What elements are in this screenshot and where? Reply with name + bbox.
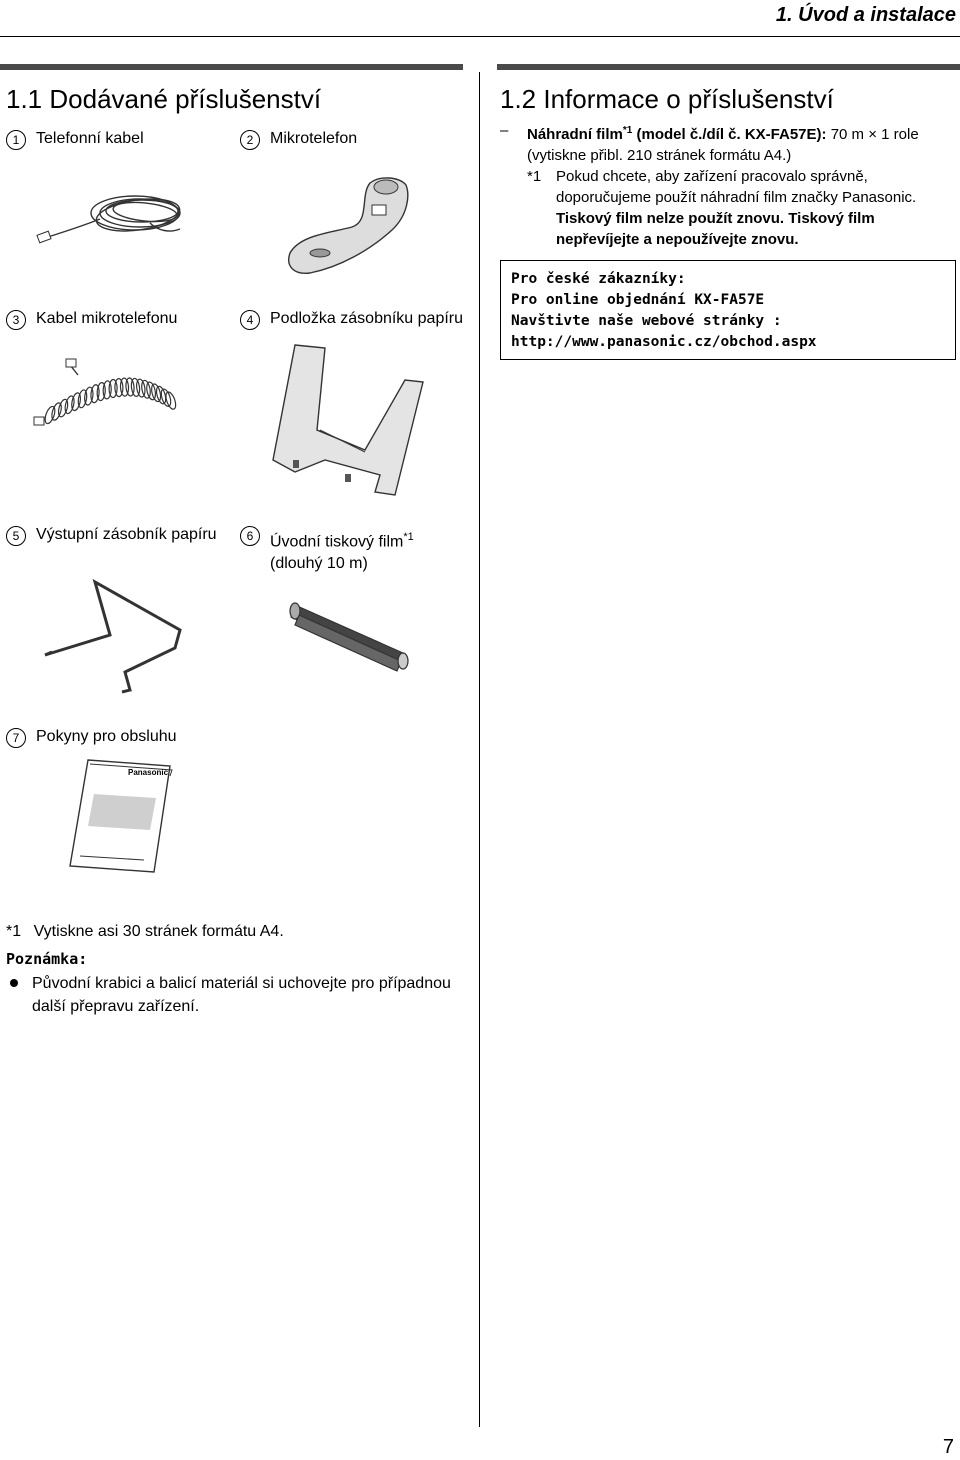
coil-loop	[43, 405, 57, 425]
item-number: 2	[240, 130, 260, 150]
footnote-mark: *1	[6, 923, 22, 940]
item-handset-cord	[6, 310, 177, 330]
item-number: 1	[6, 130, 26, 150]
note-title: Poznámka:	[6, 950, 88, 968]
coil-loop	[57, 398, 70, 418]
fn-line2: doporučujeme použít náhradní film značky Panasonic.	[556, 189, 917, 206]
booklet-brand: Panasonic	[128, 768, 169, 777]
section-title-accessory-info: 1.2 Informace o příslušenství	[500, 84, 834, 114]
film-model: (model č./díl č. KX-FA57E):	[636, 126, 827, 143]
fn-warning1: Tiskový film nelze použít znovu. Tiskový film	[556, 210, 875, 227]
item-label: Výstupní zásobník papíru	[36, 526, 217, 543]
coil-loop	[77, 389, 88, 408]
box-line: Pro online objednání KX-FA57E	[511, 292, 765, 308]
fn-mark: *1	[527, 168, 542, 185]
right-section-bar	[497, 64, 960, 70]
film-footnote-ref: *1	[622, 125, 633, 136]
ink-film-image	[285, 595, 415, 675]
note-bullet	[6, 972, 461, 1018]
item-label: Úvodní tiskový film	[270, 533, 404, 551]
item-starter-ink-film	[240, 526, 414, 575]
item-number: 7	[6, 728, 26, 748]
item-number: 4	[240, 310, 260, 330]
column-divider	[479, 72, 480, 1427]
item-label: Telefonní kabel	[36, 130, 144, 147]
czech-customers-box	[500, 260, 956, 360]
coil-loop	[64, 395, 76, 414]
fn-line1: Pokud chcete, aby zařízení pracovalo správně,	[556, 168, 868, 185]
replacement-film-info	[500, 120, 956, 250]
page-number: 7	[942, 1436, 954, 1458]
item-label: Pokyny pro obsluhu	[36, 728, 177, 745]
paper-tray-support-image	[265, 340, 435, 500]
item-operating-instructions	[6, 728, 177, 748]
bullet-dot	[10, 979, 18, 987]
box-line: Pro české zákazníky:	[511, 271, 686, 287]
item-telephone-cord	[6, 130, 144, 150]
item-handset	[240, 130, 357, 150]
paper-output-tray-image	[40, 580, 190, 695]
note-bullet-text: Původní krabici a balicí materiál si uchovejte pro případnou další přepravu zařízení.	[32, 975, 451, 1015]
item-paper-tray-support	[240, 310, 463, 330]
telephone-cord-image	[30, 185, 190, 255]
film-quantity: 70 m × 1 role	[826, 126, 919, 143]
section-title-accessories: 1.1 Dodávané příslušenství	[6, 84, 322, 114]
coil-loop	[135, 379, 146, 398]
item-label: Podložka zásobníku papíru	[270, 310, 464, 327]
box-url-link[interactable]: http://www.panasonic.cz/obchod.aspx	[511, 334, 817, 350]
item-label-line2: (dlouhý 10 m)	[270, 555, 368, 573]
item-paper-output-tray	[6, 526, 217, 546]
coil-loop	[50, 402, 63, 422]
coil-loop	[70, 392, 82, 411]
footnote-ref: *1	[403, 531, 414, 543]
footnote	[6, 920, 284, 943]
item-number: 5	[6, 526, 26, 546]
header-rule	[0, 36, 960, 37]
coil-loop	[83, 387, 94, 406]
box-line: Navštivte naše webové stránky :	[511, 313, 782, 329]
item-label-group	[270, 526, 414, 575]
item-number: 6	[240, 526, 260, 546]
handset-cord-image	[30, 355, 200, 455]
item-label: Mikrotelefon	[270, 130, 358, 147]
chapter-title: 1. Úvod a instalace	[775, 4, 956, 26]
item-label: Kabel mikrotelefonu	[36, 310, 178, 327]
film-yield: (vytiskne přibl. 210 stránek formátu A4.)	[527, 147, 792, 164]
handset-image	[280, 175, 420, 275]
left-section-bar	[0, 64, 463, 70]
item-number: 3	[6, 310, 26, 330]
dash: –	[500, 122, 509, 139]
fn-warning2: nepřevíjejte a nepoužívejte znovu.	[556, 231, 799, 248]
footnote-text: Vytiskne asi 30 stránek formátu A4.	[33, 923, 284, 940]
film-label: Náhradní film	[527, 126, 623, 143]
